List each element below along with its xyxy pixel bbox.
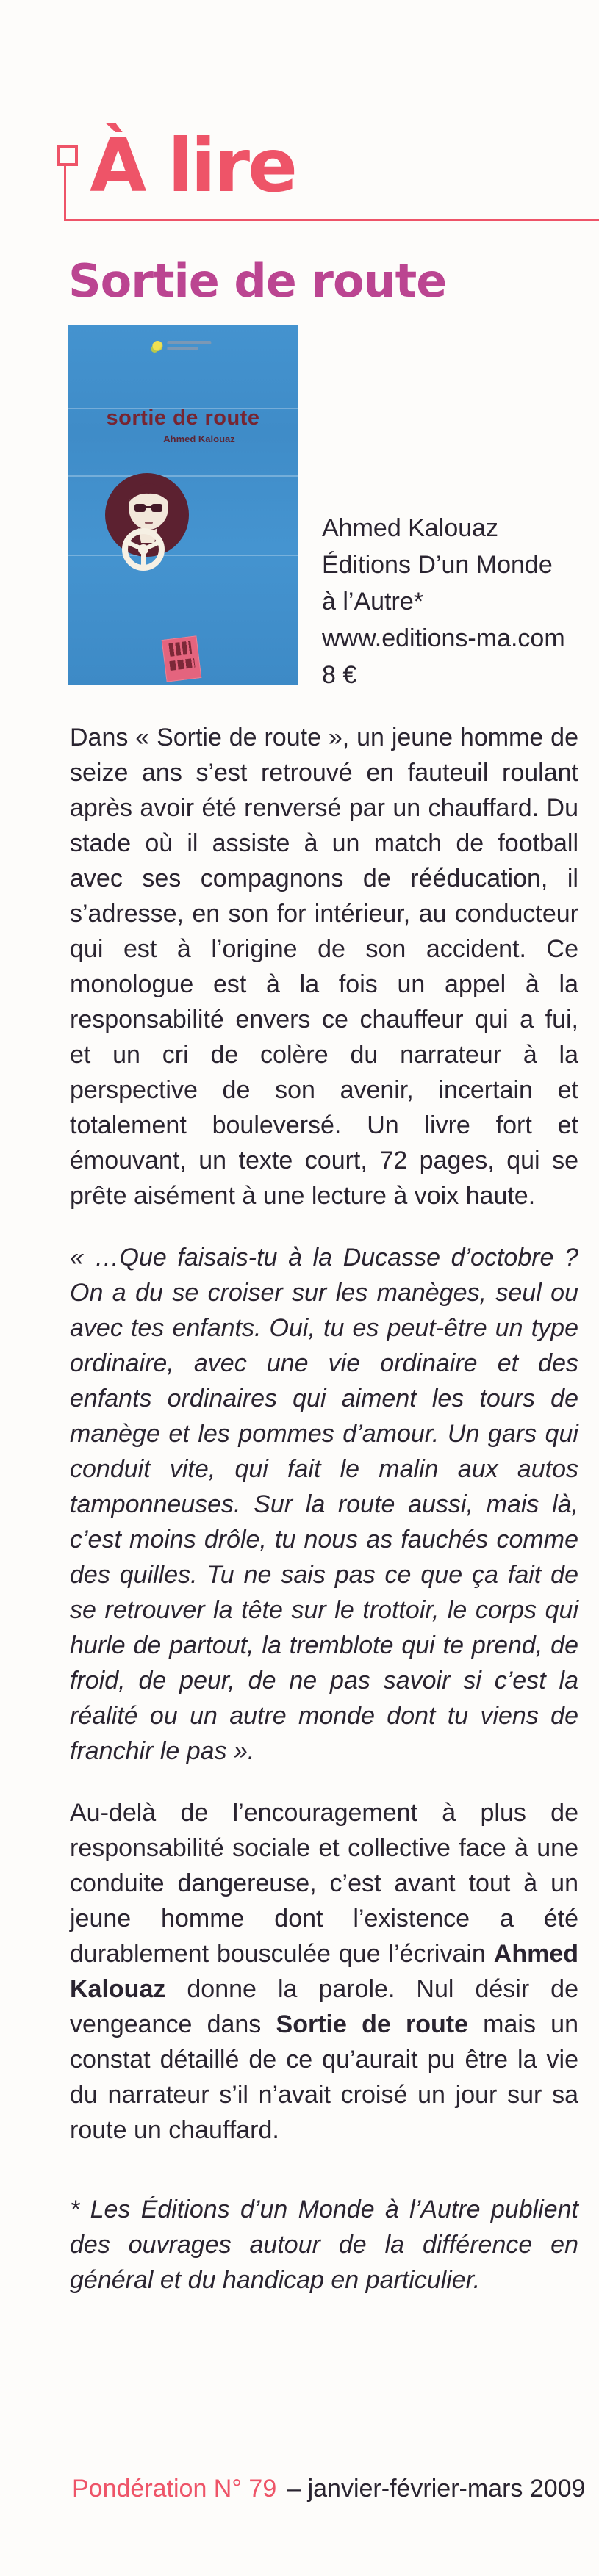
article-body — [70, 720, 578, 2324]
book-publisher: Éditions D’un Monde — [322, 551, 553, 579]
flower-icon — [152, 341, 162, 351]
section-title: À lire — [90, 123, 295, 209]
book-cover — [68, 325, 298, 685]
section-connector-line — [64, 165, 66, 220]
section-divider — [64, 219, 599, 221]
cover-author: Ahmed Kalouaz — [163, 433, 235, 444]
book-price: 8 € — [322, 661, 357, 689]
section-bullet-icon — [57, 145, 78, 166]
footer-magazine-title: Pondération N° 79 — [72, 2475, 277, 2503]
book-publisher-line2: à l’Autre* — [322, 588, 423, 616]
closing-bold-title: Sortie de route — [276, 2010, 468, 2038]
intro-paragraph: Dans « Sortie de route », un jeune homme de seize ans s’est retrouvé en fauteuil roulant après avoir été renversé par un chauffard. Du stade où il assiste à un match de football avec ses compagnons de rééducation, il s’adresse, en son for intérieur, au conducteur qui est à l’origine de son accident. Ce monologue est à la fois un appel à la responsabilité envers ce chauffeur qui a fui, et un cri de colère du narrateur à la perspective de son avenir, incertain et totalement bouleversé. Un livre fort et émouvant, un texte court, 72 pages, qui se prête aisément à une lecture à voix haute. — [70, 724, 578, 1210]
publisher-stamp-icon — [162, 635, 202, 682]
publisher-logo-icon — [152, 339, 211, 353]
footer-issue-date: – janvier-février-mars 2009 — [287, 2475, 586, 2503]
book-info — [322, 510, 590, 693]
closing-text: donne la parole. Nul désir de vengeance dans — [70, 1975, 578, 2038]
publisher-logo-text — [167, 339, 211, 353]
face-steering-wheel-illustration — [101, 472, 197, 575]
book-website: www.editions-ma.com — [322, 624, 565, 652]
closing-paragraph — [70, 1795, 578, 2148]
footnote: * Les Éditions d’un Monde à l’Autre publient des ouvrages autour de la différence en général et du handicap en particulier. — [70, 2196, 578, 2294]
closing-bold-author: Ahmed Kalouaz — [70, 1940, 578, 2003]
quote-paragraph: « …Que faisais-tu à la Ducasse d’octobre ? On a du se croiser sur les manèges, seul ou avec tes enfants. Oui, tu es peut-être un type ordinaire, avec une vie ordinaire et des enfants ordinaires qui aiment les tours de manège et les pommes d’amour. Un gars qui conduit vite, qui fait le malin aux autos tamponneuses. Sur la route aussi, mais là, c’est moins drôle, tu nous as fauchés comme des quilles. Tu ne sais pas ce que ça fait de se retrouver la tête sur le trottoir, le corps qui hurle de partout, la tremblote qui te prend, de froid, de peur, de ne pas savoir si c’est la réalité ou un autre monde dont tu viens de franchir le pas ». — [70, 1244, 578, 1765]
article-title: Sortie de route — [68, 254, 447, 308]
page-footer — [72, 2474, 586, 2504]
cover-title: sortie de route — [106, 406, 260, 430]
book-author: Ahmed Kalouaz — [322, 514, 499, 542]
closing-text: mais un constat détaillé de ce qu’aurait pu être la vie du narrateur s’il n’avait croisé un jour sur sa route un chauffard. — [70, 2010, 578, 2144]
closing-text: Au-delà de l’encouragement à plus de responsabilité sociale et collective face à une conduite dangereuse, c’est avant tout à un jeune homme dont l’existence a été durablement bousculée que l’écrivain — [70, 1799, 578, 1968]
